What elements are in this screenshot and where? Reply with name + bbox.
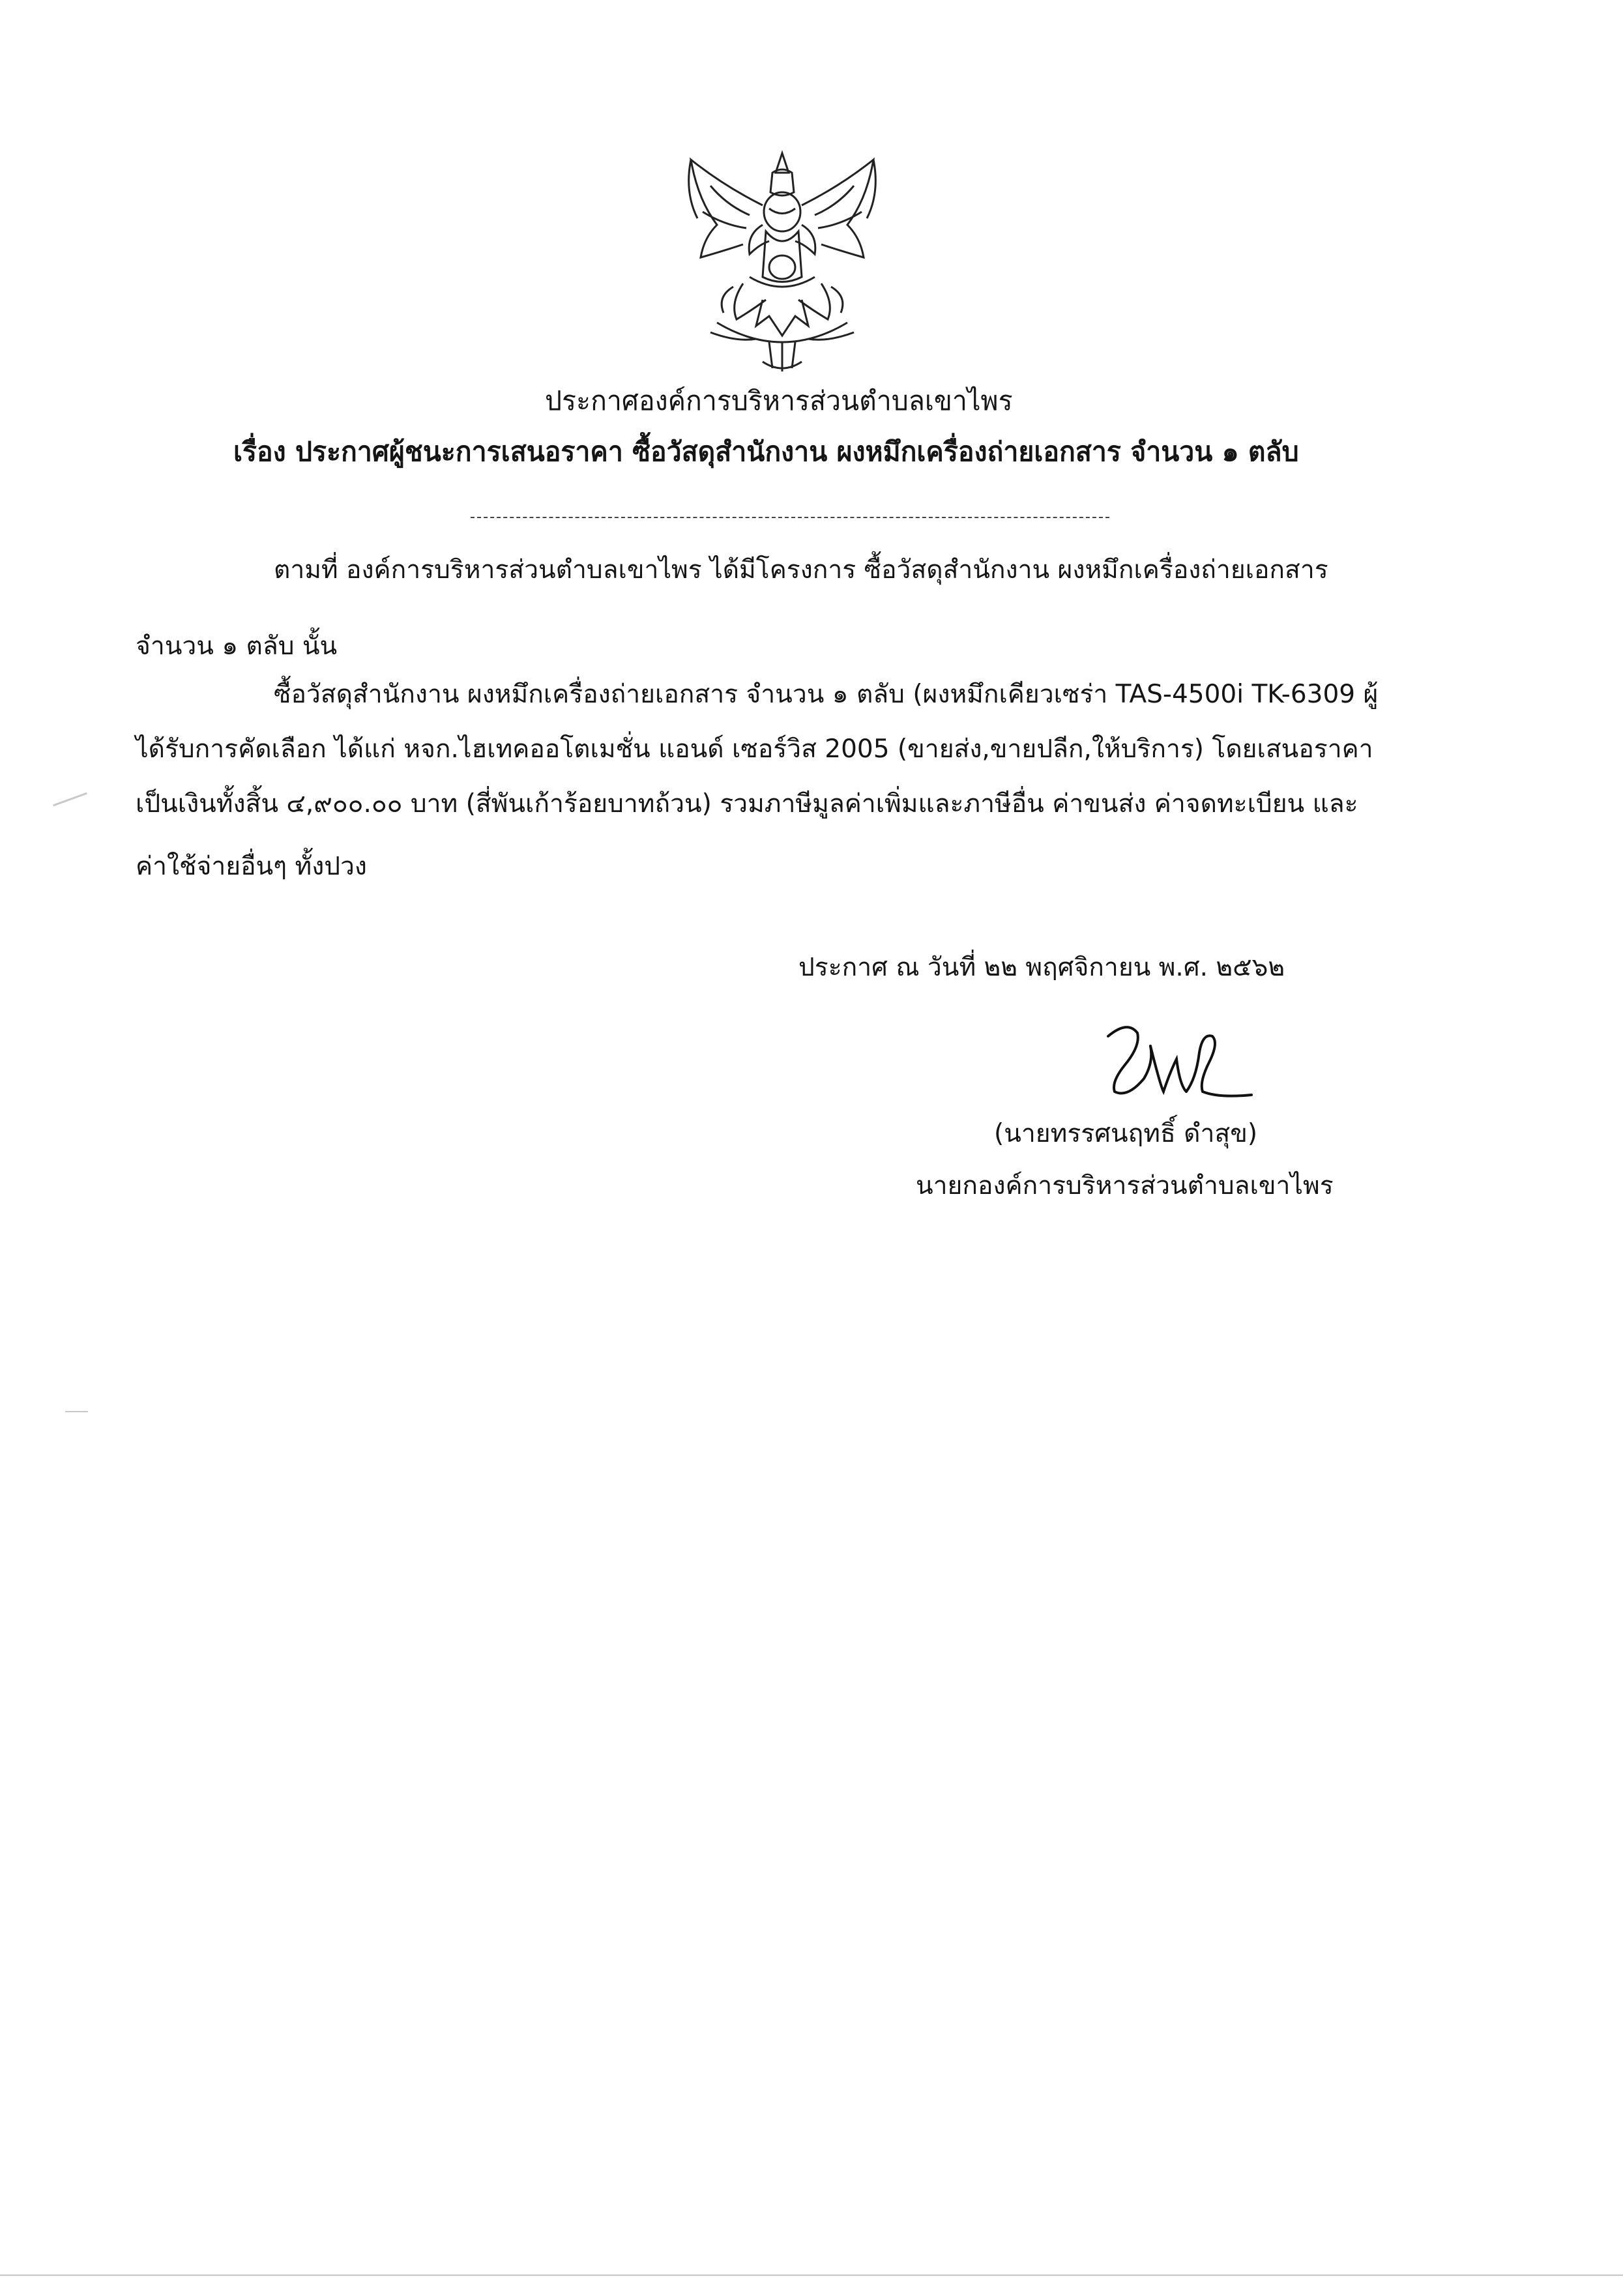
paragraph-1-line-1: ตามที่ องค์การบริหารส่วนตำบลเขาไพร ได้มีโครงการ ซื้อวัสดุสำนักงาน ผงหมึกเครื่องถ่ายเอกสาร: [274, 555, 1328, 585]
document-org-title: ประกาศองค์การบริหารส่วนตำบลเขาไพร: [545, 385, 1013, 416]
signature-icon: [1089, 1007, 1258, 1111]
document-subject: [233, 436, 1299, 467]
separator-line: [471, 517, 1109, 518]
scan-mark: [65, 1411, 88, 1412]
paragraph-1-line-2: จำนวน ๑ ตลับ นั้น: [136, 632, 338, 661]
signatory-position: นายกองค์การบริหารส่วนตำบลเขาไพร: [916, 1171, 1334, 1200]
subject-prefix: เรื่อง: [233, 436, 286, 467]
signatory-name: (นายทรรศนฤทธิ์ ดำสุข): [994, 1119, 1258, 1148]
garuda-emblem-icon: [671, 147, 893, 378]
paragraph-2-line-3: เป็นเงินทั้งสิ้น ๔,๙๐๐.๐๐ บาท (สี่พันเก้าร้อยบาทถ้วน) รวมภาษีมูลค่าเพิ่มและภาษีอื่น ค่าขนส่ง ค่าจดทะเบียน และ: [136, 789, 1358, 819]
paragraph-2-line-4: ค่าใช้จ่ายอื่นๆ ทั้งปวง: [136, 852, 367, 881]
paragraph-2-line-2: ได้รับการคัดเลือก ได้แก่ หจก.ไฮเทคออโตเมชั่น แอนด์ เซอร์วิส 2005 (ขายส่ง,ขายปลีก,ให้บริการ) โดยเสนอราคา: [136, 734, 1373, 764]
scan-mark: [53, 792, 87, 807]
paragraph-2-line-1: ซื้อวัสดุสำนักงาน ผงหมึกเครื่องถ่ายเอกสาร จำนวน ๑ ตลับ (ผงหมึกเคียวเซร่า TAS-4500i TK-6309 ผู้: [274, 680, 1379, 709]
scan-mark: [0, 2274, 1623, 2276]
subject-text: ประกาศผู้ชนะการเสนอราคา ซื้อวัสดุสำนักงาน ผงหมึกเครื่องถ่ายเอกสาร จำนวน ๑ ตลับ: [295, 436, 1299, 467]
announcement-date: ประกาศ ณ วันที่ ๒๒ พฤศจิกายน พ.ศ. ๒๕๖๒: [798, 953, 1285, 982]
